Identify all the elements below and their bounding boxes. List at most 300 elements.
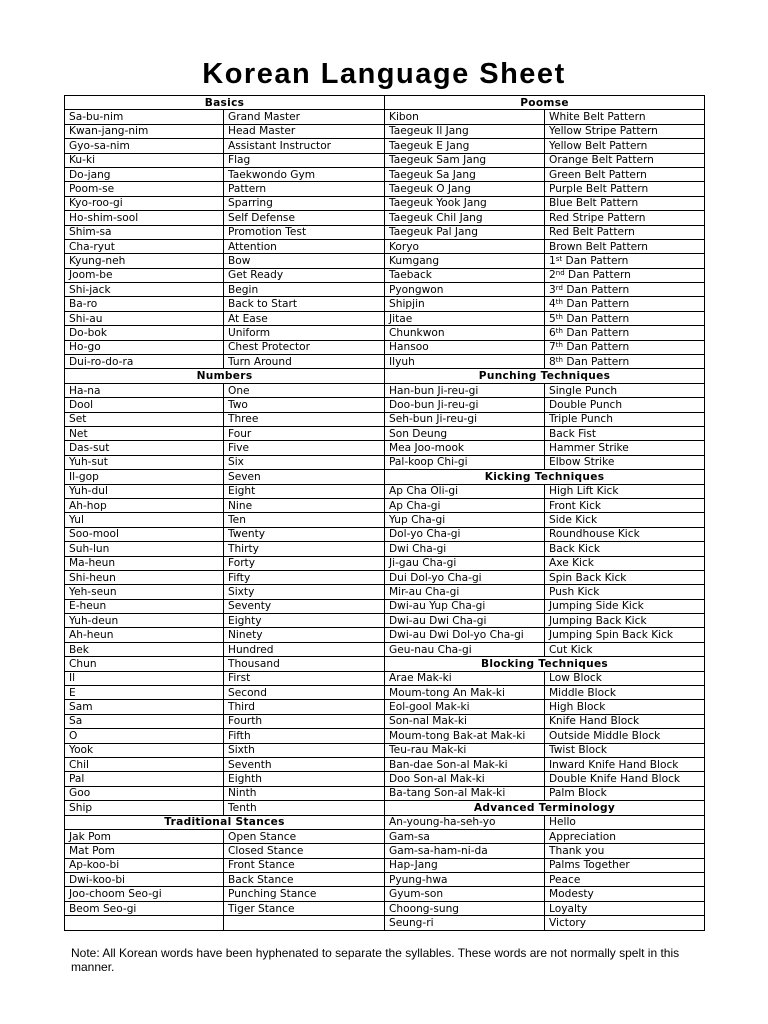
english-meaning: Palm Block (545, 786, 705, 800)
korean-term: Ji-gau Cha-gi (385, 556, 545, 570)
english-meaning: Turn Around (224, 355, 385, 369)
english-meaning: Thirty (224, 542, 385, 556)
table-row (65, 182, 705, 196)
korean-term: Taegeuk O Jang (385, 182, 545, 196)
korean-term: O (65, 729, 224, 743)
english-meaning: Middle Block (545, 686, 705, 700)
table-row (65, 844, 705, 858)
korean-term: Kibon (385, 110, 545, 124)
english-meaning (545, 311, 705, 325)
korean-term: Beom Seo-gi (65, 901, 224, 915)
english-meaning: Side Kick (545, 513, 705, 527)
dan-number: 2 (549, 269, 556, 282)
table-row (65, 700, 705, 714)
dan-label: Dan Pattern (566, 355, 630, 368)
english-meaning: Get Ready (224, 268, 385, 282)
english-meaning: Purple Belt Pattern (545, 182, 705, 196)
english-meaning: Outside Middle Block (545, 729, 705, 743)
english-meaning (545, 326, 705, 340)
english-meaning: Knife Hand Block (545, 714, 705, 728)
english-meaning: Low Block (545, 671, 705, 685)
english-meaning: Loyalty (545, 901, 705, 915)
english-meaning: Fifth (224, 729, 385, 743)
korean-term: Ho-shim-sool (65, 211, 224, 225)
dan-number: 8 (549, 355, 556, 368)
english-meaning: Triple Punch (545, 412, 705, 426)
korean-term: Poom-se (65, 182, 224, 196)
table-row (65, 671, 705, 685)
page-title: Korean Language Sheet (202, 58, 566, 90)
korean-term: Goo (65, 786, 224, 800)
korean-term: Ho-go (65, 340, 224, 354)
korean-term: Yeh-seun (65, 585, 224, 599)
english-meaning: Nine (224, 498, 385, 512)
english-meaning: Hundred (224, 642, 385, 656)
english-meaning: Head Master (224, 124, 385, 138)
english-meaning: Chest Protector (224, 340, 385, 354)
korean-term: Kyo-roo-gi (65, 196, 224, 210)
english-meaning: Fifty (224, 570, 385, 584)
korean-term: Hap-Jang (385, 858, 545, 872)
section-header: Kicking Techniques (385, 470, 705, 484)
english-meaning: Double Knife Hand Block (545, 772, 705, 786)
english-meaning: Promotion Test (224, 225, 385, 239)
english-meaning: Double Punch (545, 398, 705, 412)
english-meaning: Ninety (224, 628, 385, 642)
table-row (65, 326, 705, 340)
table-row (65, 455, 705, 469)
english-meaning: Forty (224, 556, 385, 570)
english-meaning: Flag (224, 153, 385, 167)
table-row (65, 369, 705, 383)
table-row (65, 225, 705, 239)
english-meaning (545, 283, 705, 297)
table-row (65, 786, 705, 800)
dan-label: Dan Pattern (565, 254, 629, 267)
english-meaning: Sixty (224, 585, 385, 599)
table-row (65, 570, 705, 584)
english-meaning: Twenty (224, 527, 385, 541)
table-row (65, 873, 705, 887)
vocabulary-table (64, 95, 705, 931)
english-meaning: Red Belt Pattern (545, 225, 705, 239)
ordinal-suffix: nd (555, 269, 565, 278)
table-row (65, 139, 705, 153)
korean-term: Gam-sa (385, 829, 545, 843)
english-meaning: Tiger Stance (224, 901, 385, 915)
korean-term: Shipjin (385, 297, 545, 311)
korean-term: Hansoo (385, 340, 545, 354)
korean-term: Mea Joo-mook (385, 441, 545, 455)
dan-label: Dan Pattern (566, 326, 630, 339)
korean-term: Shi-au (65, 311, 224, 325)
korean-term: Taegeuk Sa Jang (385, 167, 545, 181)
english-meaning: Bow (224, 254, 385, 268)
korean-term: Ma-heun (65, 556, 224, 570)
korean-term: Net (65, 426, 224, 440)
korean-term: Doo Son-al Mak-ki (385, 772, 545, 786)
section-header: Traditional Stances (65, 815, 385, 829)
korean-term: Soo-mool (65, 527, 224, 541)
english-meaning: Pattern (224, 182, 385, 196)
korean-term: Geu-nau Cha-gi (385, 642, 545, 656)
english-meaning: Assistant Instructor (224, 139, 385, 153)
table-row (65, 858, 705, 872)
english-meaning: Jumping Back Kick (545, 614, 705, 628)
english-meaning: Fourth (224, 714, 385, 728)
table-row (65, 355, 705, 369)
english-meaning: Eight (224, 484, 385, 498)
table-row (65, 513, 705, 527)
english-meaning (545, 340, 705, 354)
korean-term: Set (65, 412, 224, 426)
english-meaning: Eighty (224, 614, 385, 628)
korean-term: Kyung-neh (65, 254, 224, 268)
korean-term: Dol-yo Cha-gi (385, 527, 545, 541)
korean-term: Ban-dae Son-al Mak-ki (385, 757, 545, 771)
english-meaning: Closed Stance (224, 844, 385, 858)
english-meaning: Axe Kick (545, 556, 705, 570)
english-meaning: First (224, 671, 385, 685)
korean-term: Ap-koo-bi (65, 858, 224, 872)
korean-term (65, 916, 224, 930)
korean-term: Seh-bun Ji-reu-gi (385, 412, 545, 426)
korean-term: Taegeuk Pal Jang (385, 225, 545, 239)
english-meaning: Seventy (224, 599, 385, 613)
english-meaning: Inward Knife Hand Block (545, 757, 705, 771)
english-meaning: Push Kick (545, 585, 705, 599)
korean-term: Das-sut (65, 441, 224, 455)
korean-term: E (65, 686, 224, 700)
korean-term: Ah-heun (65, 628, 224, 642)
korean-term: Choong-sung (385, 901, 545, 915)
korean-term: Joo-choom Seo-gi (65, 887, 224, 901)
english-meaning: Punching Stance (224, 887, 385, 901)
dan-number: 3 (549, 283, 556, 296)
korean-term: Jitae (385, 311, 545, 325)
english-meaning: Attention (224, 239, 385, 253)
english-meaning: At Ease (224, 311, 385, 325)
english-meaning (545, 355, 705, 369)
table-row (65, 441, 705, 455)
english-meaning: Twist Block (545, 743, 705, 757)
dan-number: 7 (549, 341, 556, 354)
footnote: Note: All Korean words have been hyphenated to separate the syllables. These words are not normally spelt in this manner. (71, 946, 680, 974)
korean-term: Yup Cha-gi (385, 513, 545, 527)
english-meaning (224, 916, 385, 930)
english-meaning: Sparring (224, 196, 385, 210)
english-meaning: Taekwondo Gym (224, 167, 385, 181)
english-meaning: Blue Belt Pattern (545, 196, 705, 210)
table-row (65, 599, 705, 613)
english-meaning: Back Stance (224, 873, 385, 887)
dan-number: 4 (549, 298, 556, 311)
table-row (65, 498, 705, 512)
english-meaning: Palms Together (545, 858, 705, 872)
english-meaning: Front Stance (224, 858, 385, 872)
korean-term: Il (65, 671, 224, 685)
table-row (65, 110, 705, 124)
korean-term: Gam-sa-ham-ni-da (385, 844, 545, 858)
korean-term: Son Deung (385, 426, 545, 440)
korean-term: Yuh-dul (65, 484, 224, 498)
korean-term: Pyongwon (385, 283, 545, 297)
korean-term: Ku-ki (65, 153, 224, 167)
dan-number: 6 (549, 326, 556, 339)
korean-term: Moum-tong An Mak-ki (385, 686, 545, 700)
table-row (65, 556, 705, 570)
table-row (65, 167, 705, 181)
korean-term: Gyum-son (385, 887, 545, 901)
korean-term: Il-gop (65, 470, 224, 484)
table-row (65, 743, 705, 757)
korean-term: An-young-ha-seh-yo (385, 815, 545, 829)
english-meaning: Thousand (224, 657, 385, 671)
english-meaning: Yellow Belt Pattern (545, 139, 705, 153)
english-meaning: Two (224, 398, 385, 412)
section-header: Punching Techniques (385, 369, 705, 383)
table-row (65, 887, 705, 901)
korean-term: Jak Pom (65, 829, 224, 843)
korean-term: Shim-sa (65, 225, 224, 239)
korean-term: Ba-ro (65, 297, 224, 311)
dan-label: Dan Pattern (566, 341, 630, 354)
table-row (65, 254, 705, 268)
english-meaning: Tenth (224, 801, 385, 815)
korean-term: Do-jang (65, 167, 224, 181)
korean-term: Joom-be (65, 268, 224, 282)
english-meaning: Open Stance (224, 829, 385, 843)
english-meaning: Appreciation (545, 829, 705, 843)
english-meaning: Peace (545, 873, 705, 887)
english-meaning: Begin (224, 283, 385, 297)
korean-term: Kwan-jang-nim (65, 124, 224, 138)
table-row (65, 829, 705, 843)
english-meaning: Eighth (224, 772, 385, 786)
table-row (65, 340, 705, 354)
english-meaning: Ninth (224, 786, 385, 800)
table-row (65, 426, 705, 440)
english-meaning (545, 297, 705, 311)
ordinal-suffix: th (555, 298, 563, 307)
table-row (65, 283, 705, 297)
korean-term: Han-bun Ji-reu-gi (385, 383, 545, 397)
table-row (65, 642, 705, 656)
english-meaning: Second (224, 686, 385, 700)
section-header: Numbers (65, 369, 385, 383)
korean-term: Dui Dol-yo Cha-gi (385, 570, 545, 584)
table-row (65, 901, 705, 915)
korean-term: Ship (65, 801, 224, 815)
korean-term: Taegeuk E Jang (385, 139, 545, 153)
english-meaning: Single Punch (545, 383, 705, 397)
korean-term: Pyung-hwa (385, 873, 545, 887)
table-row (65, 96, 705, 110)
table-row (65, 714, 705, 728)
english-meaning: Front Kick (545, 498, 705, 512)
korean-term: Do-bok (65, 326, 224, 340)
dan-number: 1 (549, 254, 556, 267)
english-meaning: Four (224, 426, 385, 440)
korean-term: Taeback (385, 268, 545, 282)
korean-term: Mat Pom (65, 844, 224, 858)
table-row (65, 729, 705, 743)
table-row (65, 916, 705, 930)
korean-term: Sa (65, 714, 224, 728)
korean-term: Kumgang (385, 254, 545, 268)
korean-term: Ap Cha Oli-gi (385, 484, 545, 498)
korean-term: Eol-gool Mak-ki (385, 700, 545, 714)
english-meaning: Six (224, 455, 385, 469)
korean-term: Chun (65, 657, 224, 671)
korean-term: Yuh-sut (65, 455, 224, 469)
table-row (65, 628, 705, 642)
table-row (65, 614, 705, 628)
korean-term: Ba-tang Son-al Mak-ki (385, 786, 545, 800)
table-row (65, 268, 705, 282)
korean-term: Ha-na (65, 383, 224, 397)
english-meaning: Grand Master (224, 110, 385, 124)
section-header: Blocking Techniques (385, 657, 705, 671)
korean-term: Son-nal Mak-ki (385, 714, 545, 728)
ordinal-suffix: th (555, 312, 563, 321)
korean-term: Shi-heun (65, 570, 224, 584)
table-row (65, 757, 705, 771)
english-meaning: Sixth (224, 743, 385, 757)
english-meaning (545, 268, 705, 282)
korean-term: Suh-lun (65, 542, 224, 556)
english-meaning: Thank you (545, 844, 705, 858)
table-row (65, 585, 705, 599)
korean-term: Dwi-koo-bi (65, 873, 224, 887)
english-meaning: Back to Start (224, 297, 385, 311)
table-row (65, 484, 705, 498)
english-meaning: Seven (224, 470, 385, 484)
english-meaning: One (224, 383, 385, 397)
korean-term: Dwi-au Dwi Cha-gi (385, 614, 545, 628)
section-header: Advanced Terminology (385, 801, 705, 815)
korean-term: Ap Cha-gi (385, 498, 545, 512)
english-meaning: Roundhouse Kick (545, 527, 705, 541)
dan-label: Dan Pattern (566, 312, 630, 325)
table-row (65, 801, 705, 815)
table-row (65, 542, 705, 556)
ordinal-suffix: th (555, 326, 563, 335)
table-row (65, 527, 705, 541)
ordinal-suffix: th (555, 341, 563, 350)
english-meaning: Hello (545, 815, 705, 829)
english-meaning: Red Stripe Pattern (545, 211, 705, 225)
english-meaning: Yellow Stripe Pattern (545, 124, 705, 138)
korean-term: Yook (65, 743, 224, 757)
dan-label: Dan Pattern (568, 269, 631, 282)
korean-term: Teu-rau Mak-ki (385, 743, 545, 757)
korean-term: Arae Mak-ki (385, 671, 545, 685)
table-row (65, 657, 705, 671)
english-meaning: Back Kick (545, 542, 705, 556)
table-row (65, 412, 705, 426)
korean-term: Shi-jack (65, 283, 224, 297)
table-row (65, 211, 705, 225)
korean-term: Koryo (385, 239, 545, 253)
korean-term: Doo-bun Ji-reu-gi (385, 398, 545, 412)
korean-term: Moum-tong Bak-at Mak-ki (385, 729, 545, 743)
english-meaning: White Belt Pattern (545, 110, 705, 124)
table-row (65, 686, 705, 700)
korean-term: Chunkwon (385, 326, 545, 340)
english-meaning: Jumping Side Kick (545, 599, 705, 613)
ordinal-suffix: rd (555, 283, 563, 292)
english-meaning: Third (224, 700, 385, 714)
korean-term: Pal (65, 772, 224, 786)
table-row (65, 772, 705, 786)
english-meaning: Ten (224, 513, 385, 527)
korean-term: Yuh-deun (65, 614, 224, 628)
korean-term: Gyo-sa-nim (65, 139, 224, 153)
table-row (65, 815, 705, 829)
english-meaning: Self Defense (224, 211, 385, 225)
english-meaning: Hammer Strike (545, 441, 705, 455)
table-row (65, 311, 705, 325)
english-meaning: High Lift Kick (545, 484, 705, 498)
korean-term: Seung-ri (385, 916, 545, 930)
korean-term: Cha-ryut (65, 239, 224, 253)
dan-label: Dan Pattern (566, 283, 630, 296)
korean-term: Chil (65, 757, 224, 771)
korean-term: Ilyuh (385, 355, 545, 369)
korean-term: Dwi Cha-gi (385, 542, 545, 556)
korean-term: Taegeuk Yook Jang (385, 196, 545, 210)
korean-term: Dwi-au Yup Cha-gi (385, 599, 545, 613)
english-meaning: Five (224, 441, 385, 455)
table-row (65, 124, 705, 138)
english-meaning: High Block (545, 700, 705, 714)
english-meaning: Three (224, 412, 385, 426)
english-meaning: Victory (545, 916, 705, 930)
english-meaning: Brown Belt Pattern (545, 239, 705, 253)
korean-term: Dwi-au Dwi Dol-yo Cha-gi (385, 628, 545, 642)
english-meaning: Uniform (224, 326, 385, 340)
english-meaning: Orange Belt Pattern (545, 153, 705, 167)
english-meaning: Seventh (224, 757, 385, 771)
korean-term: E-heun (65, 599, 224, 613)
table-row (65, 383, 705, 397)
korean-term: Mir-au Cha-gi (385, 585, 545, 599)
english-meaning: Jumping Spin Back Kick (545, 628, 705, 642)
english-meaning: Elbow Strike (545, 455, 705, 469)
english-meaning: Green Belt Pattern (545, 167, 705, 181)
section-header: Poomse (385, 96, 705, 110)
english-meaning: Cut Kick (545, 642, 705, 656)
korean-term: Ah-hop (65, 498, 224, 512)
table-row (65, 153, 705, 167)
table-row (65, 398, 705, 412)
korean-term: Bek (65, 642, 224, 656)
korean-term: Yul (65, 513, 224, 527)
english-meaning: Modesty (545, 887, 705, 901)
korean-term: Taegeuk Il Jang (385, 124, 545, 138)
ordinal-suffix: st (555, 254, 563, 263)
english-meaning (545, 254, 705, 268)
dan-label: Dan Pattern (566, 298, 630, 311)
english-meaning: Spin Back Kick (545, 570, 705, 584)
korean-term: Dui-ro-do-ra (65, 355, 224, 369)
korean-term: Sa-bu-nim (65, 110, 224, 124)
section-header: Basics (65, 96, 385, 110)
korean-term: Dool (65, 398, 224, 412)
korean-term: Taegeuk Sam Jang (385, 153, 545, 167)
table-row (65, 297, 705, 311)
